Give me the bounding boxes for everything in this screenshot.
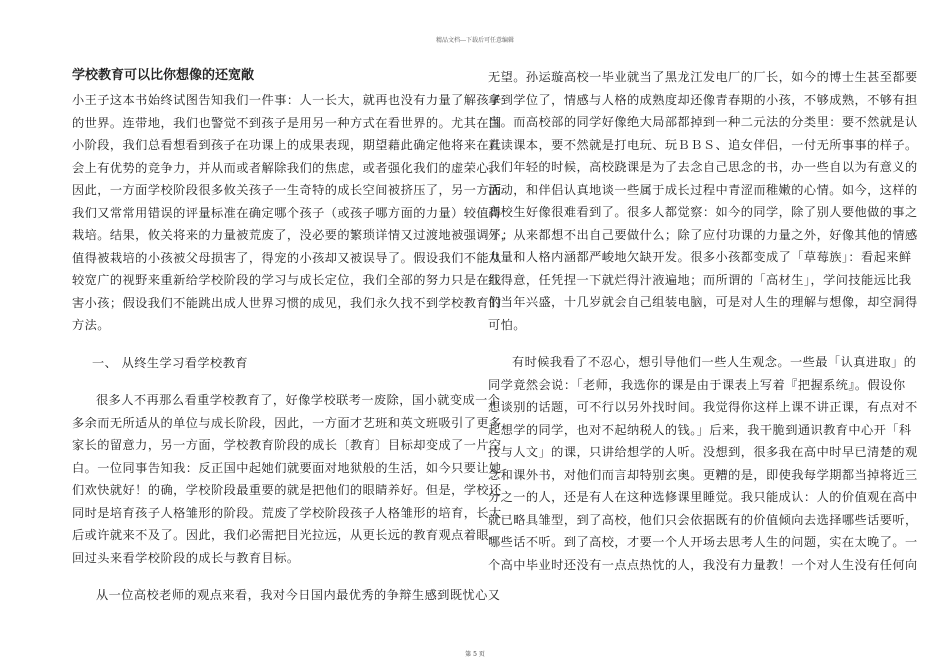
paragraph-gap	[72, 569, 456, 584]
text-line: 很多人不再那么看重学校教育了，好像学校联考一废除，国小就变成一个	[96, 393, 501, 407]
text-line: 真读课本，要不然就是打电玩、玩ＢＢＳ、追女伴侣，一付无所事事的样子。	[488, 137, 918, 152]
text-line: 有时候我看了不忍心，想引导他们一些人生观念。一些最「认真进取」的	[512, 355, 917, 369]
text-line: 高校生好像很难看到了。很多人都觉察：如今的同学，除了别人要他做的事之	[488, 205, 918, 219]
text-line: 小王子这本书始终试图告知我们一件事：人一长大，就再也没有力量了解孩子	[72, 93, 502, 107]
text-line: 同时是培育孩子人格雏形的阶段。荒废了学校阶段孩子人格雏形的培育，长大	[72, 505, 502, 520]
text-line: 念和课外书，对他们而言却特别玄奥。更糟的是，即使我每学期都当掉将近三	[488, 467, 918, 482]
text-line: 从一位高校老师的观点来看，我对今日国内最优秀的争辩生感到既忧心又	[96, 588, 501, 602]
text-line: 同学竟然会说：「老师，我选你的课是由于课表上写着『把握系统』。假设你	[488, 377, 906, 392]
text-line: 小阶段，我们总看想看到孩子在功课上的成果表现，期望藉此确定他将来在社	[72, 138, 502, 152]
text-line: 我们年轻的时候，高校跷课是为了去念自己思念的书，办一些自以为有意义的	[488, 160, 918, 174]
paragraph-gap	[488, 336, 872, 351]
text-line: 红得意，任凭捏一下就烂得汁液遍地；而所谓的「高材生」，学问技能远比我	[488, 272, 912, 287]
text-line: 值得被栽培的小孩被父母损害了，得宠的小孩却又被误导了。假设我们不能从	[72, 250, 502, 265]
text-line: 的世界。连带地，我们也警觉不到孩子是用另一种方式在看世界的。尤其在国	[72, 115, 502, 130]
text-line: 方法。	[72, 318, 110, 332]
text-line: 力量和人格内涵都严峻地欠缺开发。很多小孩都变成了「草莓族」：看起来鲜	[488, 250, 912, 264]
text-line: 们当年兴盛，十几岁就会自己组装电脑，可是对人生的理解与想像，却空洞得	[488, 295, 918, 309]
text-line: 家长的留意力，另一方面，学校教育阶段的成长〔教育〕目标却变成了一片空	[72, 438, 502, 452]
text-line: 可怕。	[488, 317, 526, 332]
text-line: 回过头来看学校阶段的成长与教育目标。	[72, 550, 300, 565]
text-line: 拿到学位了，情感与人格的成熟度却还像青春期的小孩，不够成熟，不够有担	[488, 92, 918, 107]
text-line: 想谈别的话题，可不行以另外找时间。我觉得你这样上课不讲正课，有点对不	[488, 400, 918, 414]
text-line: 会上有优势的竞争力，并从而或者解除我们的焦虑，或者强化我们的虚荣心。	[72, 160, 502, 175]
text-line: 栽培。结果，攸关将来的力量被荒废了，没必要的繁琐详情又过渡地被强调了；	[72, 228, 515, 242]
text-line: 起想学的同学，也对不起纳税人的钱。」后来，我干脆到通识教育中心开「科	[488, 422, 912, 437]
text-line: 个高中毕业时还没有一点点热忱的人，我没有力量教！一个对人生没有任何向	[488, 557, 918, 572]
text-line: 因此，一方面学校阶段很多攸关孩子一生奇特的成长空间被挤压了，另一方面	[72, 183, 502, 197]
right-column	[488, 66, 918, 576]
text-line: 害小孩；假设我们不能跳出成人世界习惯的成见，我们永久找不到学校教育的	[72, 295, 502, 310]
text-line: 就已略具雏型，到了高校，他们只会依据既有的价值倾向去选择哪些话要听，	[488, 512, 918, 527]
text-line: 无望。孙运璇高校一毕业就当了黑龙江发电厂的厂长，如今的博士生甚至都要	[488, 70, 918, 84]
paragraph-experience	[488, 351, 918, 576]
page-number: 第 5 页	[465, 651, 485, 658]
text-line: 分之一的人，还是有人在这种选修课里睡觉。我只能成认：人的价值观在高中	[488, 490, 918, 504]
text-line: 较宽广的视野来重新给学校阶段的学习与成长定位，我们全部的努力只是在戕	[72, 273, 502, 287]
paragraph-section-one	[72, 389, 502, 569]
text-line: 白。一位同事告知我：反正国中起她们就要面对地狱般的生活，如今只要让她	[72, 460, 502, 475]
text-line: 技与人文」的课，只讲给想学的人听。没想到，很多我在高中时早已清楚的观	[488, 445, 918, 459]
text-line: 当。而高校部的同学好像绝大局部都掉到一种二元法的分类里：要不然就是认	[488, 115, 918, 129]
text-line: 多余而无所适从的单位与成长阶段，因此，一方面才艺班和英文班吸引了更多	[72, 415, 502, 430]
article-title: 学校教育可以比你想像的还宽敞	[72, 68, 255, 83]
paragraph-continued	[488, 66, 918, 336]
text-line: 们欢快就好！的确，学校阶段最重要的就是把他们的眼睛养好。但是，学校还	[72, 483, 502, 497]
section-heading: 一、 从终生学习看学校教育	[92, 355, 248, 370]
paragraph-gap	[72, 337, 456, 352]
text-line: 外，从来都想不出自己要做什么；除了应付功课的力量之外，好像其他的情感	[488, 227, 918, 242]
text-line: 后或许就来不及了。因此，我们必需把目光拉远，从更长远的教育观点着眼，	[72, 528, 502, 542]
page-header: 精品文档---下载后可任意编辑	[435, 37, 515, 44]
text-line: 我们又常常用错误的评量标准在确定哪个孩子（或孩子哪方面的力量）较值得	[72, 205, 502, 220]
paragraph-gap	[72, 374, 456, 389]
text-line: 哪些话不听。到了高校，才要一个人开场去思考人生的问题，实在太晚了。一	[488, 535, 918, 549]
text-line: 活动，和伴侣认真地谈一些属于成长过程中青涩而稚嫩的心情。如今，这样的	[488, 182, 918, 197]
